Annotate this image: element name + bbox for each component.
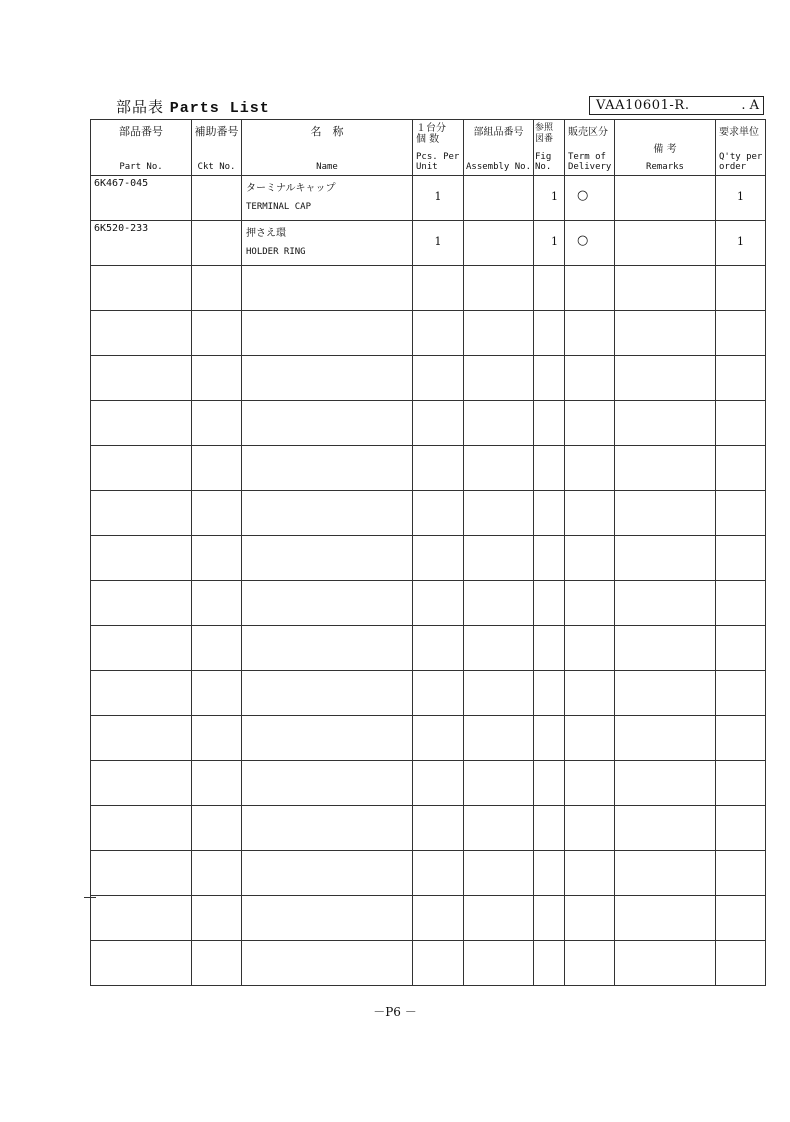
empty-cell	[565, 716, 615, 761]
col-remarks: 備 考 Remarks	[615, 120, 716, 176]
empty-cell	[534, 761, 565, 806]
empty-cell	[615, 581, 716, 626]
empty-cell	[91, 311, 192, 356]
empty-cell	[413, 761, 464, 806]
col-part-no: 部品番号 Part No.	[91, 120, 192, 176]
table-row	[91, 176, 766, 221]
empty-cell	[565, 401, 615, 446]
empty-cell	[716, 266, 766, 311]
empty-cell	[413, 806, 464, 851]
empty-cell	[716, 401, 766, 446]
empty-cell	[413, 446, 464, 491]
empty-cell	[242, 761, 413, 806]
cell-remarks	[615, 221, 716, 266]
empty-cell	[192, 581, 242, 626]
cell-pcs: 1	[413, 221, 464, 266]
col-term-of-delivery: 販売区分 Term of Delivery	[565, 120, 615, 176]
empty-cell	[192, 446, 242, 491]
empty-cell	[565, 941, 615, 986]
empty-cell	[242, 266, 413, 311]
blank-rows	[91, 266, 766, 986]
cell-delivery: ○	[565, 221, 615, 266]
empty-cell	[716, 851, 766, 896]
empty-cell	[242, 491, 413, 536]
empty-cell	[242, 446, 413, 491]
document-number-box	[589, 96, 764, 115]
empty-cell	[413, 581, 464, 626]
empty-cell	[242, 581, 413, 626]
empty-cell	[565, 266, 615, 311]
empty-cell	[615, 266, 716, 311]
empty-row	[91, 491, 766, 536]
empty-cell	[565, 536, 615, 581]
empty-cell	[192, 896, 242, 941]
empty-cell	[534, 851, 565, 896]
page-title	[116, 96, 270, 117]
empty-cell	[565, 626, 615, 671]
empty-cell	[615, 491, 716, 536]
cell-fig: 1	[534, 221, 565, 266]
empty-cell	[464, 536, 534, 581]
empty-cell	[716, 896, 766, 941]
empty-cell	[464, 761, 534, 806]
empty-cell	[192, 671, 242, 716]
empty-row	[91, 761, 766, 806]
empty-cell	[565, 806, 615, 851]
cell-assembly	[464, 176, 534, 221]
empty-cell	[192, 716, 242, 761]
empty-cell	[615, 761, 716, 806]
empty-row	[91, 311, 766, 356]
empty-cell	[534, 356, 565, 401]
doc-code: VAA10601-R.	[596, 98, 690, 113]
empty-cell	[91, 671, 192, 716]
empty-row	[91, 896, 766, 941]
empty-cell	[716, 491, 766, 536]
empty-cell	[716, 761, 766, 806]
empty-cell	[91, 266, 192, 311]
header-row	[91, 120, 766, 176]
empty-cell	[615, 626, 716, 671]
empty-cell	[464, 716, 534, 761]
empty-cell	[192, 311, 242, 356]
page-number: －P6 －	[373, 1005, 417, 1019]
empty-cell	[413, 851, 464, 896]
empty-cell	[534, 491, 565, 536]
empty-row	[91, 671, 766, 716]
empty-cell	[464, 401, 534, 446]
empty-cell	[242, 671, 413, 716]
empty-cell	[192, 806, 242, 851]
empty-cell	[413, 536, 464, 581]
empty-cell	[464, 581, 534, 626]
empty-row	[91, 536, 766, 581]
empty-cell	[242, 806, 413, 851]
parts-table	[90, 119, 766, 986]
empty-cell	[565, 446, 615, 491]
empty-row	[91, 941, 766, 986]
empty-cell	[565, 356, 615, 401]
empty-cell	[565, 671, 615, 716]
empty-cell	[464, 491, 534, 536]
empty-cell	[192, 626, 242, 671]
empty-cell	[534, 806, 565, 851]
empty-cell	[716, 626, 766, 671]
empty-cell	[91, 896, 192, 941]
empty-cell	[615, 311, 716, 356]
cell-qty: 1	[716, 221, 766, 266]
empty-cell	[413, 356, 464, 401]
empty-row	[91, 851, 766, 896]
empty-cell	[91, 446, 192, 491]
empty-cell	[615, 356, 716, 401]
empty-cell	[413, 491, 464, 536]
empty-cell	[242, 401, 413, 446]
empty-cell	[716, 806, 766, 851]
empty-cell	[615, 806, 716, 851]
empty-cell	[534, 626, 565, 671]
empty-row	[91, 806, 766, 851]
empty-cell	[91, 581, 192, 626]
empty-cell	[534, 716, 565, 761]
empty-cell	[534, 311, 565, 356]
cell-pcs: 1	[413, 176, 464, 221]
empty-cell	[615, 536, 716, 581]
empty-cell	[464, 311, 534, 356]
empty-cell	[464, 851, 534, 896]
cell-ckt-no	[192, 176, 242, 221]
empty-cell	[192, 851, 242, 896]
empty-cell	[716, 941, 766, 986]
col-ckt-no: 補助番号 Ckt No.	[192, 120, 242, 176]
empty-cell	[565, 581, 615, 626]
empty-cell	[534, 446, 565, 491]
empty-cell	[413, 941, 464, 986]
empty-cell	[534, 536, 565, 581]
cell-fig: 1	[534, 176, 565, 221]
empty-cell	[413, 626, 464, 671]
empty-row	[91, 581, 766, 626]
empty-row	[91, 401, 766, 446]
empty-row	[91, 266, 766, 311]
empty-cell	[242, 716, 413, 761]
empty-row	[91, 356, 766, 401]
empty-cell	[242, 311, 413, 356]
col-assembly-no: 部組品番号 Assembly No.	[464, 120, 534, 176]
empty-cell	[413, 311, 464, 356]
empty-cell	[615, 671, 716, 716]
empty-cell	[192, 761, 242, 806]
empty-cell	[534, 266, 565, 311]
empty-cell	[565, 896, 615, 941]
empty-cell	[716, 716, 766, 761]
empty-cell	[464, 671, 534, 716]
col-fig-no: 参照 図番 Fig No.	[534, 120, 565, 176]
empty-cell	[716, 581, 766, 626]
empty-cell	[91, 401, 192, 446]
empty-cell	[413, 401, 464, 446]
empty-cell	[615, 446, 716, 491]
empty-cell	[615, 851, 716, 896]
empty-cell	[464, 266, 534, 311]
empty-cell	[91, 491, 192, 536]
empty-cell	[464, 626, 534, 671]
cell-assembly	[464, 221, 534, 266]
empty-cell	[192, 356, 242, 401]
empty-cell	[91, 356, 192, 401]
empty-cell	[242, 536, 413, 581]
margin-mark	[84, 897, 96, 898]
cell-qty: 1	[716, 176, 766, 221]
empty-cell	[565, 311, 615, 356]
empty-cell	[565, 491, 615, 536]
empty-cell	[716, 671, 766, 716]
empty-cell	[413, 266, 464, 311]
empty-cell	[716, 356, 766, 401]
empty-cell	[716, 311, 766, 356]
col-pcs-per-unit: １台分 個 数 Pcs. Per Unit	[413, 120, 464, 176]
empty-cell	[413, 671, 464, 716]
empty-cell	[615, 716, 716, 761]
empty-cell	[716, 446, 766, 491]
empty-cell	[565, 851, 615, 896]
empty-cell	[615, 941, 716, 986]
empty-row	[91, 626, 766, 671]
empty-cell	[192, 266, 242, 311]
empty-cell	[534, 401, 565, 446]
empty-cell	[91, 851, 192, 896]
empty-cell	[534, 671, 565, 716]
empty-cell	[91, 806, 192, 851]
empty-cell	[615, 401, 716, 446]
empty-cell	[192, 536, 242, 581]
empty-cell	[242, 941, 413, 986]
col-qty-per-order: 要求単位 Q'ty per order	[716, 120, 766, 176]
empty-cell	[534, 941, 565, 986]
empty-cell	[464, 446, 534, 491]
empty-cell	[464, 941, 534, 986]
cell-name: 押さえ環 HOLDER RING	[242, 221, 413, 266]
cell-ckt-no	[192, 221, 242, 266]
cell-remarks	[615, 176, 716, 221]
cell-part-no: 6K467-045	[91, 176, 192, 221]
title-jp: 部品表	[116, 98, 165, 116]
empty-cell	[464, 806, 534, 851]
empty-cell	[91, 536, 192, 581]
table-row	[91, 221, 766, 266]
cell-part-no: 6K520-233	[91, 221, 192, 266]
title-en: Parts List	[169, 100, 270, 117]
empty-cell	[534, 581, 565, 626]
col-name: 名 称 Name	[242, 120, 413, 176]
empty-cell	[242, 356, 413, 401]
empty-cell	[615, 896, 716, 941]
empty-cell	[91, 761, 192, 806]
empty-cell	[242, 896, 413, 941]
empty-cell	[91, 626, 192, 671]
empty-cell	[534, 896, 565, 941]
empty-row	[91, 446, 766, 491]
empty-cell	[242, 626, 413, 671]
empty-cell	[91, 941, 192, 986]
empty-cell	[413, 896, 464, 941]
empty-cell	[464, 896, 534, 941]
empty-cell	[565, 761, 615, 806]
empty-cell	[192, 491, 242, 536]
cell-name: ターミナルキャップ TERMINAL CAP	[242, 176, 413, 221]
empty-cell	[192, 941, 242, 986]
empty-row	[91, 716, 766, 761]
empty-cell	[413, 716, 464, 761]
empty-cell	[242, 851, 413, 896]
cell-delivery: ○	[565, 176, 615, 221]
revision: . A	[741, 98, 759, 113]
empty-cell	[464, 356, 534, 401]
empty-cell	[91, 716, 192, 761]
empty-cell	[192, 401, 242, 446]
empty-cell	[716, 536, 766, 581]
